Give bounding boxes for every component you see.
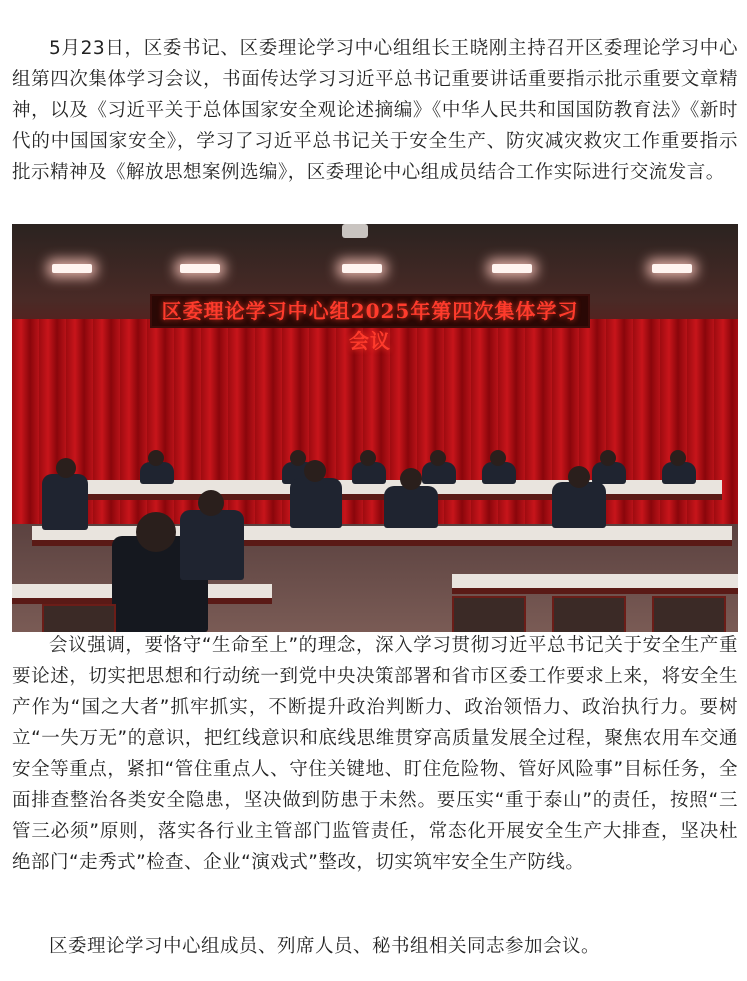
ceiling-light: [52, 264, 92, 273]
ceiling-light: [342, 264, 382, 273]
attendee: [42, 474, 88, 530]
attendee: [384, 486, 438, 528]
ceiling-light: [652, 264, 692, 273]
attendee-head: [600, 450, 616, 466]
ceiling-light: [492, 264, 532, 273]
ceiling-light: [180, 264, 220, 273]
attendee-head: [568, 466, 590, 488]
attendee-head: [360, 450, 376, 466]
attendee-head: [290, 450, 306, 466]
attendee-head: [400, 468, 422, 490]
article-paragraph-2: 会议强调，要恪守“生命至上”的理念，深入学习贯彻习近平总书记关于安全生产重要论述，切实把思想和行动统一到党中央决策部署和省市区委工作要求上来，将安全生产作为“国之大者”抓牢抓实，不断提升政治判断力、政治领悟力、政治执行力。要树立“一失万无”的意识，把红线意识和底线思维贯穿高质量发展全过程，聚焦农用车交通安全等重点，紧扣“管住重点人、守住关键地、盯住危险物、管好风险事”目标任务，全面排查整治各类安全隐患，坚决做到防患于未然。要压实“重于泰山”的责任，按照“三管三必须”原则，落实各行业主管部门监管责任，常态化开展安全生产大排查，坚决杜绝部门“走秀式”检查、企业“演戏式”整改，切实筑牢安全生产防线。: [12, 635, 738, 873]
attendee: [290, 478, 342, 528]
front-table: [452, 574, 738, 594]
attendee: [180, 510, 244, 580]
attendee-head: [304, 460, 326, 482]
attendee-head: [198, 490, 224, 516]
attendee-head: [490, 450, 506, 466]
attendee-head: [670, 450, 686, 466]
attendee: [552, 482, 606, 528]
attendee-head: [148, 450, 164, 466]
chair: [452, 596, 526, 632]
attendee-head: [56, 458, 76, 478]
meeting-banner: 区委理论学习中心组2025年第四次集体学习会议: [150, 294, 590, 328]
camera-icon: [342, 224, 368, 238]
attendee-head: [430, 450, 446, 466]
attendee-head: [136, 512, 176, 552]
chair: [552, 596, 626, 632]
article-paragraph-3: 区委理论学习中心组成员、列席人员、秘书组相关同志参加会议。: [49, 936, 601, 957]
chair: [652, 596, 726, 632]
chair: [42, 604, 116, 632]
article-paragraph-1: 5月23日，区委书记、区委理论学习中心组组长王晓刚主持召开区委理论学习中心组第四次集体学习会议，书面传达学习习近平总书记重要讲话重要指示批示重要文章精神，以及《习近平关于总体国家安全观论述摘编》《中华人民共和国国防教育法》《新时代的中国国家安全》，学习了习近平总书记关于安全生产、防灾减灾救灾工作重要指示批示精神及《解放思想案例选编》，区委理论中心组成员结合工作实际进行交流发言。: [12, 38, 738, 183]
meeting-photo: [12, 224, 738, 632]
